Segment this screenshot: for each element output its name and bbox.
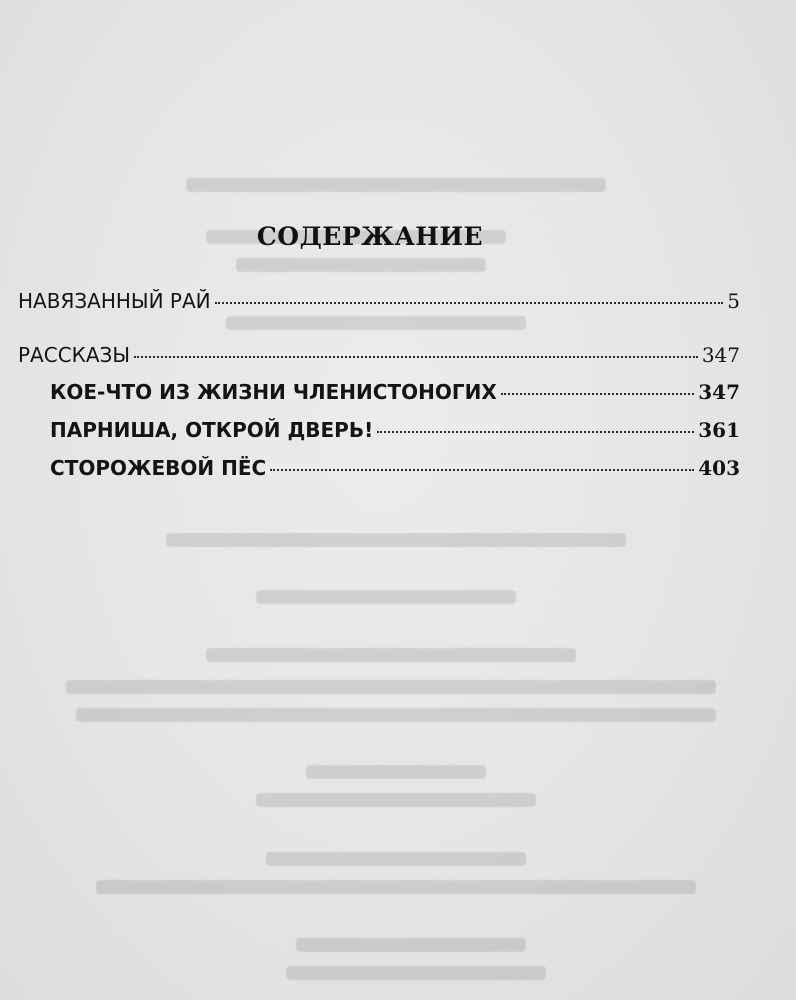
toc-entry <box>18 343 740 367</box>
toc-entry-title: КОЕ-ЧТО ИЗ ЖИЗНИ ЧЛЕНИСТОНОГИХ <box>50 380 497 404</box>
toc-subentry <box>50 456 740 480</box>
dot-leader <box>215 302 724 304</box>
toc-entry-page-number: 5 <box>727 289 740 313</box>
toc-subentry <box>50 380 740 404</box>
toc-heading: СОДЕРЖАНИЕ <box>256 222 484 251</box>
toc-entry <box>18 289 740 313</box>
toc-entry-title: НАВЯЗАННЫЙ РАЙ <box>18 289 211 313</box>
toc-subentry <box>50 418 740 442</box>
toc-entry-title: ПАРНИША, ОТКРОЙ ДВЕРЬ! <box>50 418 374 442</box>
dot-leader <box>501 393 695 395</box>
toc-entry-page-number: 361 <box>698 418 740 442</box>
dot-leader <box>377 431 694 433</box>
toc-entry-page-number: 403 <box>698 456 740 480</box>
toc-entry-page-number: 347 <box>701 343 740 367</box>
dot-leader <box>270 469 694 471</box>
toc-entry-title: РАССКАЗЫ <box>18 343 131 367</box>
dot-leader <box>134 356 698 358</box>
toc-entry-title: СТОРОЖЕВОЙ ПЁС <box>50 456 267 480</box>
toc-entry-page-number: 347 <box>698 380 740 404</box>
